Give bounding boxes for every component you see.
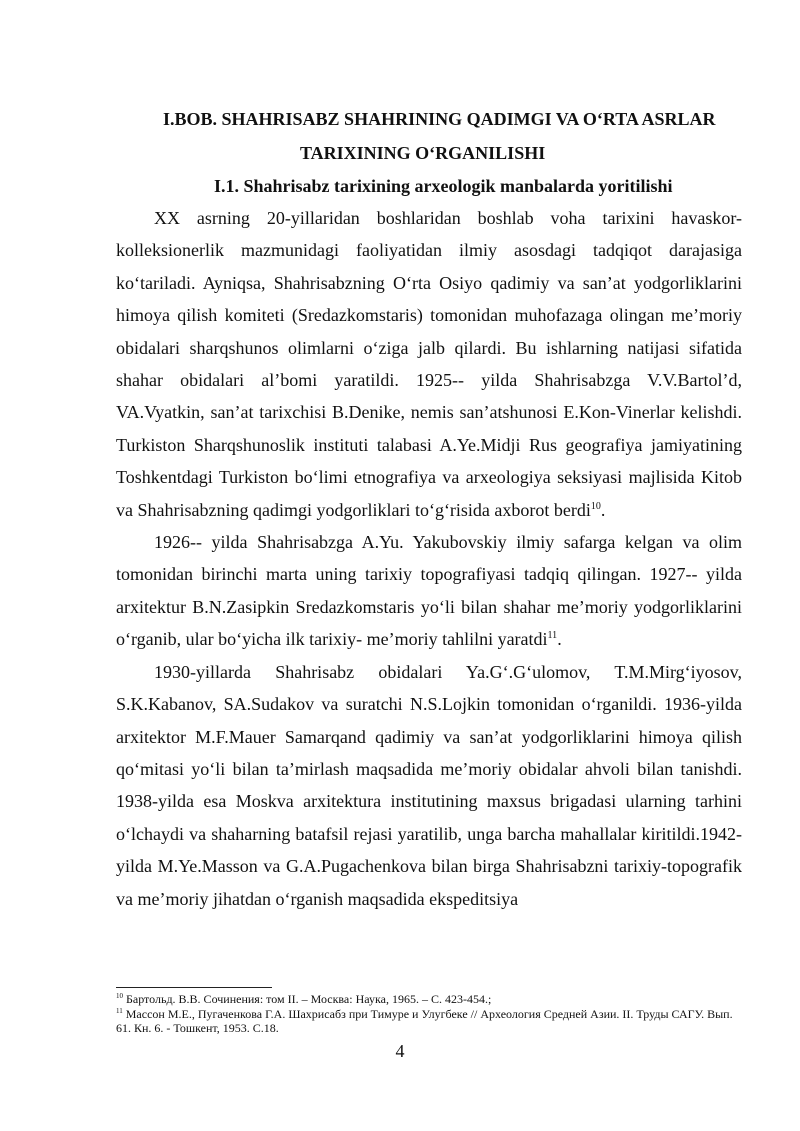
footnote-ref-10: 10: [590, 500, 601, 512]
chapter-title-line-1: I.BOB. SHAHRISABZ SHAHRINING QADIMGI VA O‘RTA ASRLAR: [163, 109, 716, 129]
footnote-number: 11: [116, 1006, 123, 1015]
chapter-title-line-2: TARIXINING O‘RGANILISHI: [300, 143, 546, 163]
footnotes: [116, 992, 746, 1036]
paragraph-3: [116, 656, 742, 915]
footnote-number: 10: [116, 992, 123, 1000]
paragraph-2-text: 1926-- yilda Shahrisabzga A.Yu. Yakubovskiy ilmiy safarga kelgan va olim tomonidan birinchi marta uning tarixiy topografiyasi tadqiq qilingan. 1927-- yilda arxitektur B.N.Zasipkin Sredazkomstaris yo‘li bilan shahar me’moriy yodgorliklarini o‘rganib, ular bo‘yicha ilk tarixiy- me’moriy tahlilni yaratdi: [116, 532, 742, 650]
footnote-ref-11: 11: [547, 630, 558, 642]
footnote-11: [116, 1007, 746, 1036]
footnote-10: [116, 992, 746, 1007]
section-title: I.1. Shahrisabz tarixining arxeologik manbalarda yoritilishi: [214, 176, 673, 196]
body-text: [116, 202, 742, 915]
footnote-separator: [116, 987, 272, 988]
paragraph-3-text: 1930-yillarda Shahrisabz obidalari Ya.G‘.G‘ulomov, T.M.Mirg‘iyosov, S.K.Kabanov, SA.Sudakov va suratchi N.S.Lojkin tomonidan o‘rganildi. 1936-yilda arxitektor M.F.Mauer Samarqand qadimiy va san’at yodgorliklarini himoya qilish qo‘mitasi yo‘li bilan ta’mirlash maqsadida me’moriy obidalar ahvoli bilan tanishdi. 1938-yilda esa Moskva arxitektura institutining maxsus brigadasi ularning tarhini o‘lchaydi va shaharning batafsil rejasi yaratilib, unga barcha mahallalar kiritildi.1942-yilda M.Ye.Masson va G.A.Pugachenkova bilan birga Shahrisabzni tarixiy-topografik va me’moriy jihatdan o‘rganish maqsadida ekspeditsiya: [116, 661, 742, 909]
page-number: 4: [395, 1041, 405, 1061]
paragraph-2-ending: .: [557, 629, 562, 650]
paragraph-1-text: XX asrning 20-yillaridan boshlaridan boshlab voha tarixini havaskor-kolleksionerlik mazmunidagi faoliyatidan ilmiy asosdagi tadqiqot darajasiga ko‘tariladi. Ayniqsa, Shahrisabzning O‘rta Osiyo qadimiy va san’at yodgorliklarini himoya qilish komiteti (Sredazkomstaris) tomonidan muhofazaga olingan me’moriy obidalari sharqshunos olimlarni o‘ziga jalb qilardi. Bu ishlarning natijasi sifatida shahar obidalari al’bomi yaratildi. 1925-- yilda Shahrisabzga V.V.Bartol’d, VA.Vyatkin, san’at tarixchisi B.Denike, nemis san’atshunosi E.Kon-Vinerlar kelishdi. Turkiston Sharqshunoslik instituti talabasi A.Ye.Midji Rus geografiya jamiyatining Toshkentdagi Turkiston bo‘limi etnografiya va arxeologiya seksiyasi majlisida Kitob va Shahrisabzning qadimgi yodgorliklari to‘g‘risida axborot berdi: [116, 208, 742, 520]
paragraph-2: [116, 526, 742, 656]
paragraph-1: [116, 202, 742, 526]
paragraph-1-ending: .: [600, 499, 606, 520]
footnote-text: Бартольд. В.В. Сочинения: том II. – Москва: Наука, 1965. – С. 423-454.;: [126, 992, 492, 1006]
footnote-text: Массон М.Е., Пугаченкова Г.А. Шахрисабз при Тимуре и Улугбеке // Археология Средней Азии. II. Труды САГУ. Вып. 61. Кн. 6. - Тошкент, 1953. С.18.: [116, 1006, 733, 1035]
